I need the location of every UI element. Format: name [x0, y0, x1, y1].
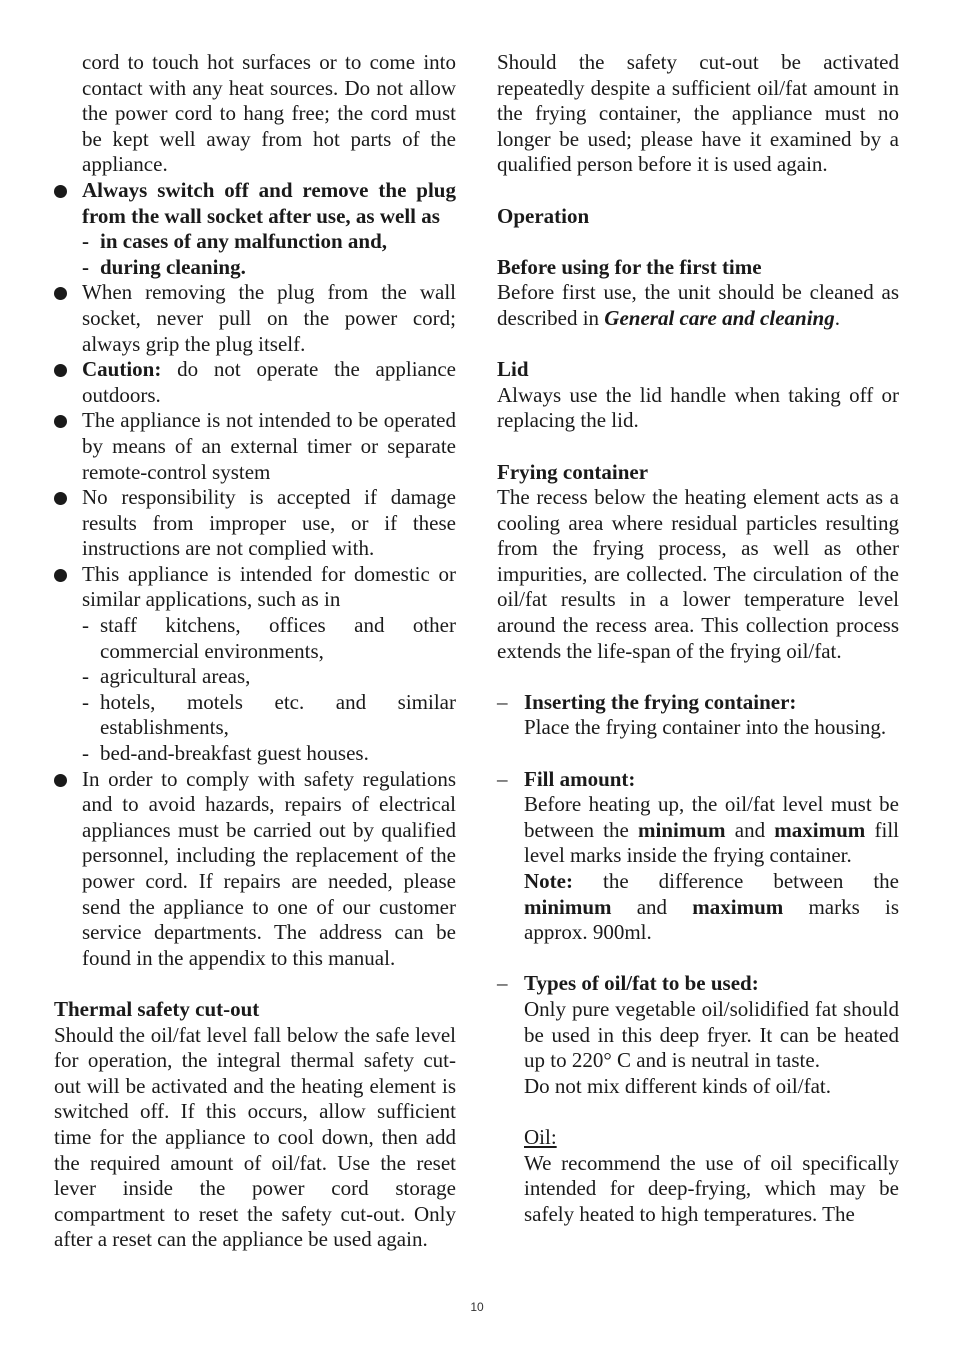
- bullet-dot-icon: [54, 492, 67, 505]
- bullet-text: No responsibility is accepted if damage results from improper use, or if these instructions are not complied with.: [82, 485, 456, 561]
- item-subheading: Oil:: [524, 1124, 557, 1149]
- item-text: Before heating up, the oil/fat level must be between the minimum and maximum fill level marks inside the frying container.: [524, 792, 899, 868]
- bullet-text: When removing the plug from the wall socket, never pull on the power cord; always grip the plug itself.: [82, 280, 456, 356]
- sub-item: - agricultural areas,: [82, 664, 251, 689]
- subsection-heading: Before using for the first time: [497, 254, 762, 279]
- item-text: Only pure vegetable oil/solidified fat should be used in this deep fryer. It can be heated up to 220° C and is neutral in taste.: [524, 996, 899, 1073]
- bullet-item: [54, 357, 456, 408]
- dash-item: – Types of oil/fat to be used: Only pure vegetable oil/solidified fat should be used in this deep fryer. It can be heated up to 220° C and is neutral in taste. Do not mix different kinds of oil/fat. Oil: We recommend the use of oil specifically intended for deep-frying, which may be safely heated to high temperatures. The: [497, 971, 899, 1226]
- bullet-text: In order to comply with safety regulations and to avoid hazards, repairs of electrical appliances must be carried out by qualified personnel, including the replacement of the power cord. If repairs are needed, please send the appliance to one of our customer service departments. The address can be found in the appendix to this manual.: [82, 766, 456, 970]
- page-number: 10: [470, 1300, 484, 1314]
- sub-item: - bed-and-breakfast guest houses.: [82, 741, 369, 766]
- item-heading: Inserting the frying container:: [524, 689, 797, 714]
- bullet-dot-icon: [54, 287, 67, 300]
- bullet-dot-icon: [54, 415, 67, 428]
- item-heading: Types of oil/fat to be used:: [524, 971, 759, 996]
- bullet-item: [54, 562, 456, 613]
- bullet-text: This appliance is intended for domestic or similar applications, such as in: [82, 561, 456, 612]
- item-text: We recommend the use of oil specifically intended for deep-frying, which may be safely heated to high temperatures. The: [524, 1150, 899, 1226]
- section-paragraph: The recess below the heating element acts as a cooling area where residual particles resulting from the frying process, as well as other impurities, are collected. The circulation of the oil/fat results in a lower temperature level around the recess area. This collection process extends the life-span of the frying oil/fat.: [497, 485, 899, 663]
- dash-item: – Fill amount: Before heating up, the oil/fat level must be between the minimum and maximum fill level marks inside the frying container. Note: the difference between the minimum and maximum marks is approx. 900ml.: [497, 766, 899, 945]
- item-text: Do not mix different kinds of oil/fat.: [524, 1073, 831, 1098]
- bullet-item: [54, 178, 456, 229]
- bullet-item: [54, 767, 456, 972]
- left-column: [54, 50, 456, 1253]
- bullet-dot-icon: [54, 569, 67, 582]
- bullet-item: [54, 485, 456, 562]
- section-paragraph: Should the oil/fat level fall below the safe level for operation, the integral thermal safety cut-out will be activated and the heating element is switched off. If this occurs, allow sufficient time for the appliance to cool down, then add the required amount of oil/fat. Use the reset lever inside the power cord storage compartment to reset the safety cut-out. Only after a reset can the appliance be used again.: [54, 1022, 456, 1252]
- item-heading: Fill amount:: [524, 766, 636, 791]
- intro-paragraph: cord to touch hot surfaces or to come into contact with any heat sources. Do not allow the power cord to hang free; the cord must be kept well away from hot parts of the appliance.: [82, 50, 456, 177]
- note-line: Note: the difference between the: [524, 869, 899, 893]
- section-heading: Thermal safety cut-out: [54, 996, 260, 1021]
- bullet-item: [54, 408, 456, 485]
- bullet-text: Caution: do not operate the appliance outdoors.: [82, 357, 456, 407]
- section-heading: Operation: [497, 203, 590, 228]
- item-text: Place the frying container into the housing.: [524, 715, 887, 740]
- sub-item: - staff kitchens, offices and other commercial environments,: [82, 613, 456, 663]
- sub-item: - during cleaning.: [82, 254, 246, 279]
- bullet-item: [54, 280, 456, 357]
- sub-item: - in cases of any malfunction and,: [82, 229, 388, 254]
- note-end: approx. 900ml.: [524, 920, 652, 945]
- subsection-heading: Lid: [497, 357, 529, 382]
- bullet-text: The appliance is not intended to be operated by means of an external timer or separate remote-control system: [82, 408, 456, 484]
- bullet-dot-icon: [54, 774, 67, 787]
- sub-item: - hotels, motels etc. and similar establishments,: [82, 689, 456, 740]
- bullet-text: Always switch off and remove the plug from the wall socket after use, as well as: [82, 177, 456, 228]
- intro-paragraph: Should the safety cut-out be activated repeatedly despite a sufficient oil/fat amount in the frying container, the appliance must no longer be used; please have it examined by a qualified person before it is used again.: [497, 50, 899, 177]
- right-column: [497, 50, 899, 1227]
- section-paragraph: Always use the lid handle when taking off or replacing the lid.: [497, 382, 899, 433]
- dash-item: – Inserting the frying container: Place the frying container into the housing.: [497, 690, 899, 741]
- section-paragraph: Before first use, the unit should be cleaned as described in General care and cleaning.: [497, 280, 899, 330]
- note-line: minimum and maximum marks is: [524, 894, 899, 919]
- bullet-dot-icon: [54, 185, 67, 198]
- subsection-heading: Frying container: [497, 459, 649, 484]
- cross-reference: General care and cleaning: [604, 305, 835, 330]
- bullet-dot-icon: [54, 364, 67, 377]
